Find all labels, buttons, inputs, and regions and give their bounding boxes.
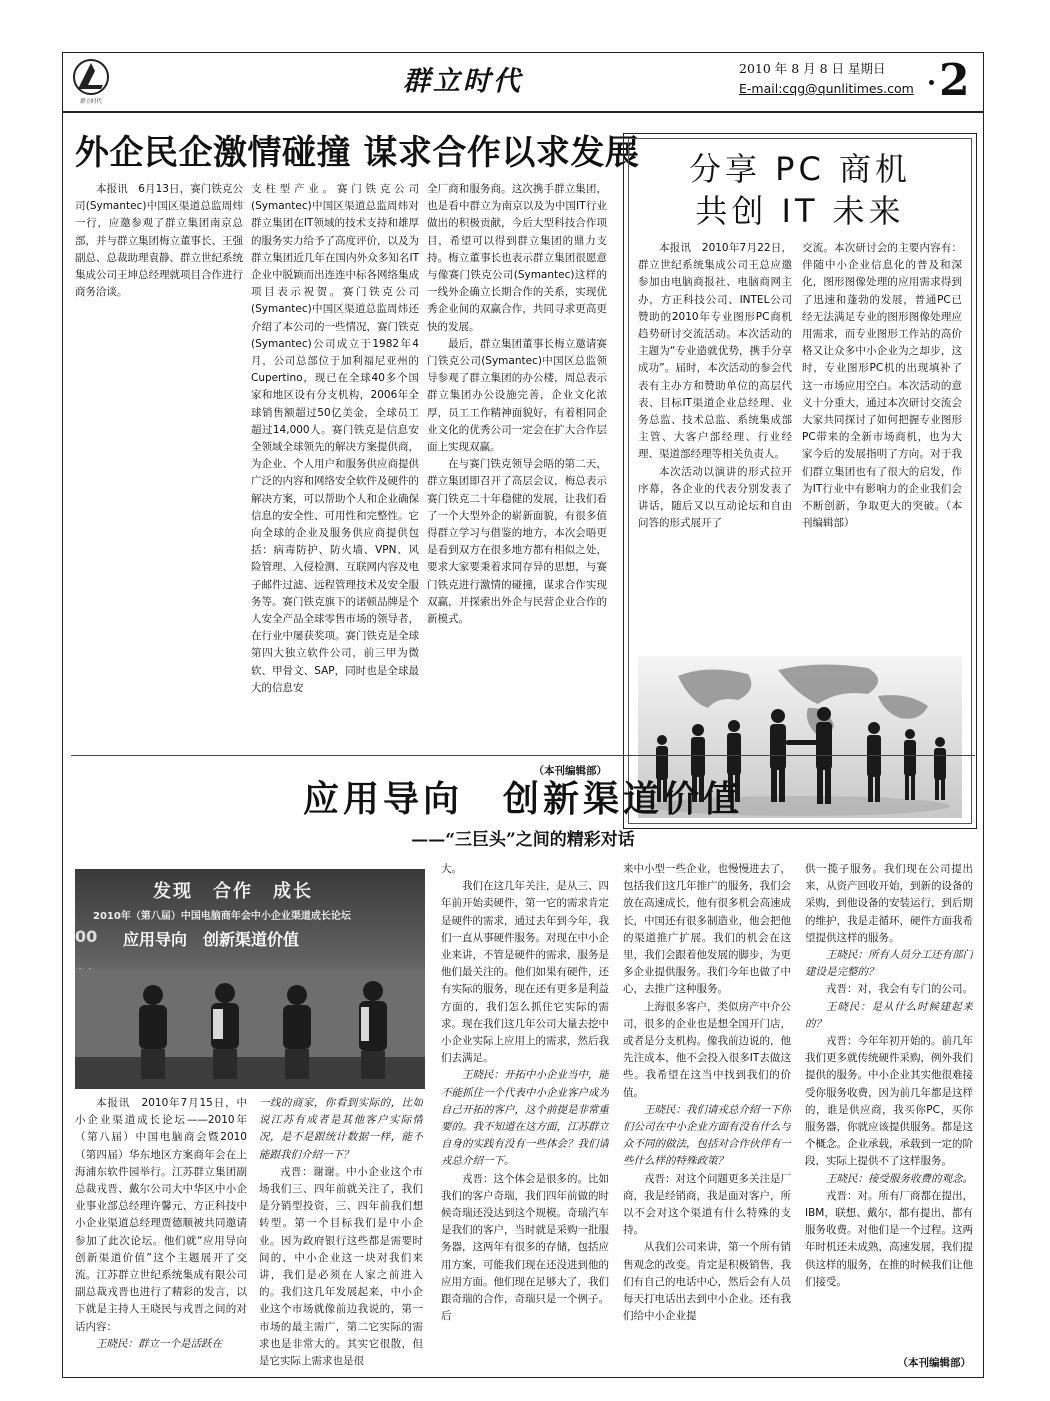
article2-col2-p1: 交流。本次研讨会的主要内容有：伴随中小企业信息化的普及和深化，图形图像处理的应用需求得到了迅速和蓬勃的发展，普通PC已经无法满足专业的图形图像处理应用需求，而专业图形工作站的高价格又让众多中小企业为之却步，这时，专业图形PC机的出现填补了这一市场应用空白。本次活动的意义十分重大，通过本次研讨交流会大家共同探讨了如何把握专业图形PC带来的全新市场商机，也为大家今后的发展指明了方向。对于我们群立集团也有了很大的启发，作为IT行业中有影响力的企业我们会不断创新，争取更大的突破。（本刊编辑部） — [802, 242, 962, 530]
banner-slogan: 发现 合作 成长 — [153, 881, 313, 902]
article3-col2b — [441, 861, 609, 1377]
article3-col3-p2: 上海很多客户，类似房产中介公司，很多的企业也是想全国开门店，或者是分支机构。像我前边说的，他先注成本，他不会投入很多IT去做这些。我希望在这当中找到我们的价值。 — [623, 1000, 791, 1099]
issue-date: 2010 年 8 月 8 日 星期日 — [739, 61, 886, 76]
article3-col1-p2: 王晓民：群立一个是活跃在 — [96, 1337, 222, 1350]
article3-col3-p4: 戎晋：对这个问题更多关注是厂商，我是经销商，我是面对客户，所以不会对这个渠道有什么特殊的支持。 — [623, 1172, 791, 1237]
page-number: 2 — [939, 55, 970, 106]
article3-col4-p7: 戎晋：对。所有厂商都在提出，IBM，联想、戴尔，都有提出，都有服务收费。对他们是一个过程。这两年时机还未成熟，高速发展，我们提供这样的服务，在推的时候我们让他们接受。 — [805, 1189, 973, 1288]
newspaper-page — [62, 52, 984, 1378]
article2-col1-p1: 本报讯 2010年7月22日，群立世纪系统集成公司王总应邀参加由电脑商报社、电脑商网主办，方正科技公司、INTEL公司赞助的2010年专业图形PC商机趋势研讨交流活动。本次活动的主题为“专业造就优势，携手分享成功”。届时，本次活动的参会代表有主办方和赞助单位的高层代表、目标IT渠道企业总经理、业务总监、技术总监、系统集成部主管、大客户部经理、行业经理、渠道部经理等相关负责人。 — [638, 242, 792, 461]
article3-col4 — [805, 861, 973, 1351]
article3-headline: 应用导向 创新渠道价值 — [302, 779, 743, 820]
article1-editor: （本刊编辑部） — [533, 765, 607, 777]
article1-headline: 外企民企激情碰撞 谋求合作以求发展 — [75, 133, 640, 173]
article1-col3 — [427, 181, 607, 753]
article3-col4-p2: 王晓民：所有人员分工还有部门建设是完整的？ — [805, 949, 973, 979]
article1-col3-p1: 全厂商和服务商。这次携手群立集团，也是看中群立为南京以及为中国IT行业做出的积极贡献，今后大型科技合作项目，希望可以得到群立集团的鼎力支持。梅立董事长也表示群立集团很愿意与像赛门铁克公司(Symantec)这样的一线外企确立长期合作的关系，实现优秀企业间的双赢合作，共同寻求更高更快的发展。 — [427, 183, 607, 333]
article2-col1 — [638, 240, 792, 648]
article3-col2b-p3: 王晓民：开拓中小企业当中，能不能抓住一个代表中小企业客户成为自己开拓的客户，这个前提是非常重要的。我不知道在这方面，江苏群立自身的实践有没有一些体会？我们请戎总介绍一下。 — [441, 1069, 609, 1168]
article3-col2b-p2: 我们在这几年关注，是从三、四年前开始卖硬件，第一它的需求肯定是硬件的需求，通过去年到今年，我们一直从事硬件服务。对现在中小企业来讲，不管是硬件的需求，服务是他们最关注的。他们如果有硬件，还有实际的服务，现在还有更多是利益方面的，我们怎么抓住它实际的需求。现在我们这几年公司大量去挖中小企业实际上应用上的需求，然后我们去满足。 — [441, 880, 609, 1065]
article2-box — [623, 133, 977, 829]
article1-col2 — [251, 181, 419, 781]
article2-headline-line1: 分享 PC 商机 — [689, 150, 911, 188]
article3-col3 — [623, 861, 791, 1377]
qunli-logo-icon — [71, 57, 111, 105]
banner-left-number: 00 — [75, 927, 98, 946]
article2-headline-line2: 共创 IT 未来 — [695, 192, 905, 230]
article1-col3-p2: 最后，群立集团董事长梅立邀请赛门铁克公司(Symantec)中国区总监领导参观了群立集团的办公楼，周总表示群立集团办公设施完善，企业文化浓厚，员工工作精神面貌好，有着相同企业文化的优秀公司一定会在扩大合作层面上实现双赢。 — [427, 337, 607, 454]
article1-col3-p3: 在与赛门铁克领导会晤的第二天，群立集团即召开了高层会议，梅总表示赛门铁克二十年稳健的发展，让我们看了一个大型外企的崭新面貌，有很多值得群立学习与借鉴的地方，本次会晤更是看到双方在很多地方都有相似之处，要求大家要秉着求同存异的思想，与赛门铁克进行激情的碰撞，谋求合作实现双赢，并探索出外企与民营企业合作的新模式。 — [427, 458, 607, 626]
section-divider — [71, 755, 975, 756]
article3-col3-p1: 来中小型一些企业，也慢慢进去了，包括我们这几年推广的服务，我们会放在高速成长，他有很多机会高速成长，中国还有很多制造业，他会把他的渠道推广扩展。我们的机会在这里，我们会跟着他发展的脚步，为更多企业提供服务。我们今年也做了中心，去推广这种服务。 — [623, 863, 791, 996]
banner-theme: 应用导向 创新渠道价值 — [123, 930, 300, 949]
article3-col4-p5: 戎晋：今年年初开始的。前几年我们更多就传统硬件采购，例外我们提供的服务。中小企业其实他很难接受你服务收费，因为前几年都是这样的，谁是供应商，我买你PC，买你服务器，你就应该提供服务。都是这个概念。企业承载，承载到一定的阶段，实际上提供不了这样服务。 — [805, 1035, 973, 1168]
article3-col4-p4: 王晓民：是从什么时候建起来的？ — [805, 1000, 973, 1030]
article3-col4-p3: 戎晋：对，我会有专门的公司。 — [826, 983, 973, 996]
banner-event-title: 2010年（第八届）中国电脑商年会中小企业渠道成长论坛 — [93, 911, 351, 922]
article3-col1-p1: 本报讯 2010年7月15日，中小企业渠道成长论坛——2010年（第八届）中国电脑商会暨2010（第四届）华东地区方案商年会在上海浦东软件园举行。江苏群立集团副总裁戎晋、戴尔公司大中华区中小企业事业部总经理许馨元、方正科技中小企业渠道总经理贾德顺被共同邀请参加了此次论坛。他们就“应用导向 创新渠道价值”这个主题展开了交流。江苏群立世纪系统集成有限公司副总裁戎晋也进行了精彩的发言，以下就是主持人王晓民与戎晋之间的对话内容： — [75, 1097, 247, 1333]
article1-col1 — [75, 181, 243, 781]
masthead-rule — [63, 111, 983, 113]
article3-col2b-p4: 戎晋：这个体会是很多的。比如我们的客户奇瑞，我们四年前做的时候奇瑞还没达到这个规模。奇瑞汽车是我们的客户，当时就是采购一批服务器，这两年有很多的存储，包括应用方案，可能我们现在还没进到他的应用方面。他们现在足够大了，我们跟奇瑞的合作，奇瑞只是一个例子。后 — [441, 1172, 609, 1323]
article3-col3-p3: 王晓民：我们请戎总介绍一下你们公司在中小企业方面有没有什么与众不同的做法，包括对合作伙伴有一些什么样的特殊政策？ — [623, 1103, 791, 1168]
article2-col2 — [802, 240, 962, 648]
forum-photo — [75, 869, 425, 1089]
article3-subheadline: ——“三巨头”之间的精彩对话 — [411, 830, 635, 850]
article2-headline — [624, 148, 976, 232]
article3-col1 — [75, 1095, 247, 1377]
article3-col4-p1: 供一揽子服务。我们现在公司提出来，从资产回收开始，到新的设备的采购，到他设备的安装运行，到后期的维护，我是走循环，硬件方面我希望提供这样的服务。 — [805, 863, 973, 944]
article2-col1-p2: 本次活动以演讲的形式拉开序幕，各企业的代表分别发表了讲话，随后又以互动论坛和自由问答的形式展开了 — [638, 465, 792, 530]
article1-col1-p1: 本报讯 6月13日，赛门铁克公司(Symantec)中国区渠道总监周炜一行，应邀参观了群立集团南京总部，并与群立集团梅立董事长、王强副总、总裁助理袁静、群立世纪系统集成公司王坤总经理就项目合作进行商务洽谈。 — [75, 183, 243, 299]
article3-col2a-p2: 戎晋：谢谢。中小企业这个市场我们三、四年前就关注了，我们是分销型投资，三、四年前我们想转型。第一个目标我们是中小企业。因为政府银行这些都是需要时间的，中小企业这一块对我们来讲，我们是必须在人家之前进入的。我们这几年发展起来，中小企业这个市场就像前边我说的，第一市场的最主需广，第二它实际的需求也是非常大的。其实它很散，但是它实际上需求也是很 — [259, 1165, 423, 1368]
paper-name: 群立时代 — [403, 66, 523, 97]
article3-col2a-p1: 一线的商家，你看到实际的，比如说江苏有成者是其他客户实际情况，是不是跟统计数据一样，能不能跟我们介绍一下？ — [259, 1097, 423, 1161]
email-link[interactable]: E-mail:cqg@qunlitimes.com — [739, 81, 914, 96]
svg-text:群立时代: 群立时代 — [79, 99, 103, 105]
article3-col4-p6: 王晓民：接受服务收费的观念。 — [826, 1172, 973, 1185]
bullet-dot — [929, 80, 934, 85]
article3-editor: （本刊编辑部） — [897, 1357, 971, 1369]
article3-col2b-p1: 大。 — [441, 863, 462, 875]
article1-col2-p1: 支柱型产业。赛门铁克公司(Symantec)中国区渠道总监周炜对群立集团在IT领域的技术支持和雄厚的服务实力给予了高度评价，以及为群立集团近几年在国内外众多知名IT企业中脱颖而出连连中标各网络集成项目表示祝贺。赛门铁克公司(Symantec)中国区渠道总监周炜还介绍了本公司的一些情况，赛门铁克(Symantec)公司成立于1982年4月，公司总部位于加利福尼亚州的Cupertino，现已在全球40多个国家和地区设有分支机构，2006年全球销售额超过50亿美金，全球员工超过14,000人。赛门铁克是信息安全领域全球领先的解决方案提供商，为企业、个人用户和服务供应商提供广泛的内容和网络安全软件及硬件的解决方案，可以帮助个人和企业确保信息的安全性、可用性和完整性。它向全球的企业及服务供应商提供包括：病毒防护、防火墙、VPN、风险管理、入侵检测、互联网内容及电子邮件过滤、远程管理技术及安全服务等。赛门铁克旗下的诺顿品牌是个人安全产品全球零售市场的领导者，在行业中屡获奖项。赛门铁克是全球第四大独立软件公司，前三甲为微软、甲骨文、SAP，同时也是全球最大的信息安 — [251, 183, 419, 694]
article3-col2a — [259, 1095, 423, 1377]
article3-col3-p5: 从我们公司来讲，第一个所有销售观念的改变。肯定是积极销售，我们有自己的电话中心，然后会有人员每天打电话出去到中小企业。还有我们给中小企业提 — [623, 1241, 791, 1323]
panel-speakers-photo — [75, 969, 425, 1089]
